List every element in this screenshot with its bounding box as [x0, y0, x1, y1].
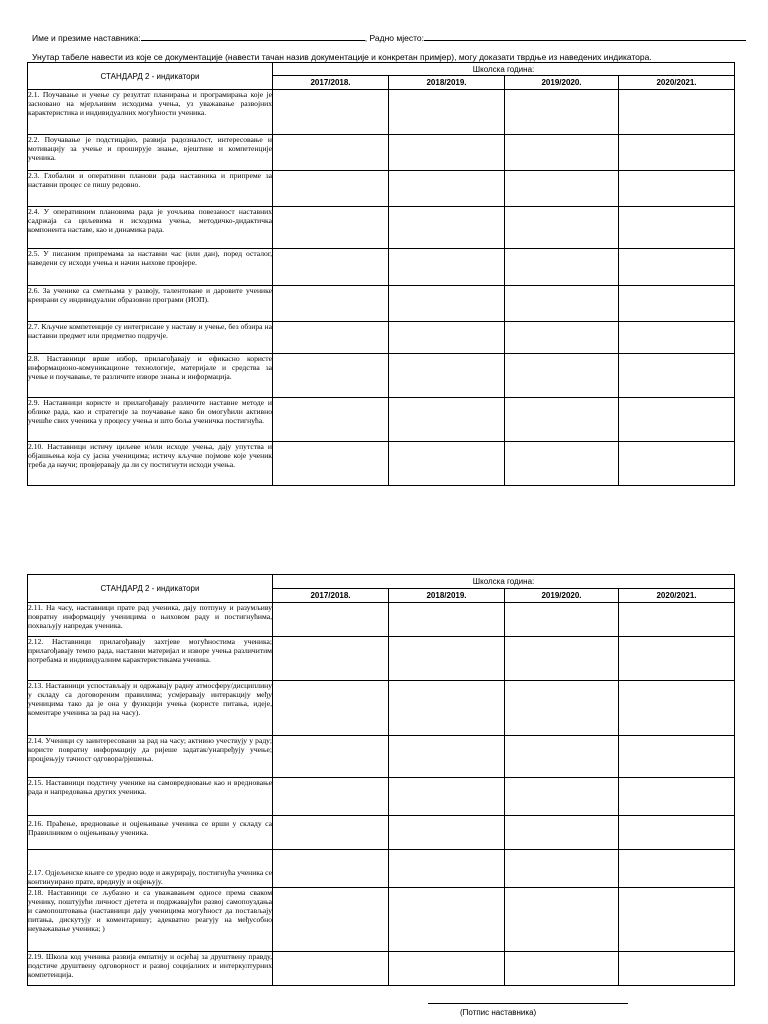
- evidence-cell[interactable]: [273, 952, 389, 986]
- evidence-cell[interactable]: [505, 816, 619, 850]
- evidence-cell[interactable]: [389, 135, 505, 171]
- table-row: [28, 952, 735, 986]
- evidence-cell[interactable]: [273, 736, 389, 778]
- evidence-cell[interactable]: [505, 850, 619, 888]
- evidence-cell[interactable]: [619, 850, 735, 888]
- evidence-cell[interactable]: [505, 736, 619, 778]
- evidence-cell[interactable]: [389, 681, 505, 736]
- name-field[interactable]: [141, 32, 368, 43]
- indicator-text: 2.17. Одјељенске књиге се уредно воде и ажурирају, постигнућа ученика се континуирано прате, вреднују и оцјењују.: [28, 850, 273, 888]
- table-row: [28, 603, 735, 637]
- evidence-cell[interactable]: [619, 249, 735, 286]
- instruction-text: Унутар табеле навести из које се документације (навести тачан назив документације и конкретан примјер), могу доказати тврдње из наведених индикатора.: [32, 52, 652, 62]
- table-row: [28, 736, 735, 778]
- evidence-cell[interactable]: [505, 442, 619, 486]
- evidence-cell[interactable]: [619, 354, 735, 398]
- evidence-cell[interactable]: [389, 322, 505, 354]
- evidence-cell[interactable]: [273, 637, 389, 681]
- indicator-text: 2.19. Школа код ученика развија емпатију и осјећај за друштвену правду, подстиче друштвену одговорност и развој социјалних и интеркултурних компетенција.: [28, 952, 273, 986]
- evidence-cell[interactable]: [389, 778, 505, 816]
- table-row: [28, 207, 735, 249]
- evidence-cell[interactable]: [619, 207, 735, 249]
- evidence-cell[interactable]: [505, 90, 619, 135]
- indicator-text: 2.16. Праћење, вредновање и оцјењивање ученика се врши у складу са Правилником о оцјењивању ученика.: [28, 816, 273, 850]
- evidence-cell[interactable]: [273, 207, 389, 249]
- table-row: [28, 442, 735, 486]
- evidence-cell[interactable]: [505, 249, 619, 286]
- evidence-cell[interactable]: [273, 135, 389, 171]
- evidence-cell[interactable]: [619, 603, 735, 637]
- evidence-cell[interactable]: [505, 322, 619, 354]
- signature-line[interactable]: [428, 1003, 628, 1004]
- evidence-cell[interactable]: [389, 736, 505, 778]
- evidence-cell[interactable]: [273, 816, 389, 850]
- indicator-text: 2.12. Наставници прилагођавају захтјеве могућностима ученика; прилагођавају темпо рада, наставни материјал и изворе учења различитим потребама и индивидуалним карактеристикама ученика.: [28, 637, 273, 681]
- evidence-cell[interactable]: [619, 816, 735, 850]
- evidence-cell[interactable]: [505, 778, 619, 816]
- evidence-cell[interactable]: [619, 442, 735, 486]
- evidence-cell[interactable]: [619, 90, 735, 135]
- indicator-text: 2.14. Ученици су заинтересовани за рад на часу; активно учествују у раду; користе повратну информацију да ријеше задатак/унапређују учење; процјењују тачност одговора/рјешења.: [28, 736, 273, 778]
- table-row: [28, 171, 735, 207]
- evidence-cell[interactable]: [505, 952, 619, 986]
- indicator-text: 2.5. У писаним припремама за наставни час (или дан), поред осталог, наведени су исходи учења и начин њихове провјере.: [28, 249, 273, 286]
- workplace-label: Радно мјесто:: [369, 33, 424, 43]
- indicator-text: 2.3. Глобални и оперативни планови рада наставника и припреме за наставни процес се пишу редовно.: [28, 171, 273, 207]
- evidence-cell[interactable]: [273, 398, 389, 442]
- evidence-cell[interactable]: [619, 736, 735, 778]
- evidence-cell[interactable]: [389, 249, 505, 286]
- indicator-text: 2.6. За ученике са сметњама у развоју, талентоване и даровите ученике креирани су индивидуални образовни програми (ИОП).: [28, 286, 273, 322]
- evidence-cell[interactable]: [273, 442, 389, 486]
- evidence-cell[interactable]: [505, 286, 619, 322]
- evidence-cell[interactable]: [389, 442, 505, 486]
- evidence-cell[interactable]: [273, 850, 389, 888]
- indicator-text: 2.1. Поучавање и учење су резултат планирања и програмирања које је засновано на мјерљивим исходима учења, уз уважавање развојних карактеристика и индивидуалних могућности ученика.: [28, 90, 273, 135]
- evidence-cell[interactable]: [273, 888, 389, 952]
- evidence-cell[interactable]: [619, 398, 735, 442]
- table-row: [28, 249, 735, 286]
- indicator-text: 2.13. Наставници успостављају и одржавају радну атмосферу/дисциплину у складу са договореним правилима; усмјеравају интеракцију међу ученицима тако да је она у функцији учења (користе питања, идеје, коментаре ученика за рад на часу).: [28, 681, 273, 736]
- evidence-cell[interactable]: [273, 249, 389, 286]
- evidence-cell[interactable]: [273, 286, 389, 322]
- evidence-cell[interactable]: [505, 207, 619, 249]
- indicator-text: 2.8. Наставници врше избор, прилагођавају и ефикасно користе информационо-комуникационе технологије, материјале и средства за учење и поучавање, те различите изворе знања и информација.: [28, 354, 273, 398]
- indicator-text: 2.9. Наставници користе и прилагођавају различите наставне методе и облике рада, као и стратегије за поучавање како би омогућили активно учешће свих ученика у процесу учења и што боља ученичка постигнућа.: [28, 398, 273, 442]
- year-heading: 2019/2020.: [505, 589, 619, 603]
- evidence-cell[interactable]: [389, 850, 505, 888]
- table-row: [28, 322, 735, 354]
- table-row: [28, 816, 735, 850]
- evidence-cell[interactable]: [619, 681, 735, 736]
- evidence-cell[interactable]: [619, 888, 735, 952]
- table-row: [28, 398, 735, 442]
- evidence-cell[interactable]: [389, 398, 505, 442]
- standard-table-1: [27, 62, 735, 486]
- name-label: Име и презиме наставника:: [32, 33, 141, 43]
- year-heading: 2017/2018.: [273, 76, 389, 90]
- table-row: [28, 354, 735, 398]
- evidence-cell[interactable]: [505, 398, 619, 442]
- table-row: [28, 286, 735, 322]
- school-year-heading: Школска година:: [273, 575, 735, 589]
- evidence-cell[interactable]: [389, 90, 505, 135]
- evidence-cell[interactable]: [619, 286, 735, 322]
- evidence-cell[interactable]: [505, 171, 619, 207]
- evidence-cell[interactable]: [389, 354, 505, 398]
- table-row: [28, 681, 735, 736]
- table-row: [28, 888, 735, 952]
- evidence-cell[interactable]: [619, 322, 735, 354]
- evidence-cell[interactable]: [505, 354, 619, 398]
- indicator-text: 2.15. Наставници подстичу ученике на самовредновање као и вредновање рада и напредовања других ученика.: [28, 778, 273, 816]
- evidence-cell[interactable]: [619, 952, 735, 986]
- evidence-cell[interactable]: [273, 603, 389, 637]
- evidence-cell[interactable]: [273, 322, 389, 354]
- evidence-cell[interactable]: [619, 637, 735, 681]
- evidence-cell[interactable]: [389, 888, 505, 952]
- table-row: [28, 90, 735, 135]
- school-year-heading: Школска година:: [273, 63, 735, 76]
- evidence-cell[interactable]: [505, 603, 619, 637]
- indicator-text: 2.2. Поучавање је подстицајно, развија радозналост, интересовање и мотивацију за учење и проширује знање, вјештине и компетенције ученика.: [28, 135, 273, 171]
- evidence-cell[interactable]: [505, 888, 619, 952]
- evidence-cell[interactable]: [505, 135, 619, 171]
- year-heading: 2020/2021.: [619, 76, 735, 90]
- evidence-cell[interactable]: [273, 681, 389, 736]
- indicator-text: 2.18. Наставници се љубазно и са уважавањем односе према сваком ученику, поштујући личност дјетета и подржавајући развој самопоуздања и самопоштовања (наставници дају ученицима могућност да постављају питања, дискутују и коментаришу; адекватно реагују на међусобно неуважавање ученика; ): [28, 888, 273, 952]
- evidence-cell[interactable]: [389, 637, 505, 681]
- name-workplace-line: [32, 32, 746, 43]
- table-row: [28, 637, 735, 681]
- table-row: [28, 850, 735, 888]
- evidence-cell[interactable]: [505, 681, 619, 736]
- evidence-cell[interactable]: [273, 778, 389, 816]
- year-heading: 2017/2018.: [273, 589, 389, 603]
- indicator-text: 2.4. У оперативним плановима рада је уочљива повезаност наставних садржаја са циљевима и исходима учења, методичко-дидактичка компонента наставе, као и динамика рада.: [28, 207, 273, 249]
- evidence-cell[interactable]: [273, 171, 389, 207]
- year-heading: 2018/2019.: [389, 76, 505, 90]
- evidence-cell[interactable]: [389, 286, 505, 322]
- standard-table-2: [27, 574, 735, 986]
- indicator-text: 2.10. Наставници истичу циљеве и/или исходе учења, дају упутства и објашњења која су јасна ученицима; истичу кључне појмове које ученик треба да научи; провјеравају да ли су постигнути исходи учења.: [28, 442, 273, 486]
- workplace-field[interactable]: [424, 32, 746, 41]
- evidence-cell[interactable]: [619, 778, 735, 816]
- standard-heading: СТАНДАРД 2 - индикатори: [28, 63, 273, 90]
- table-row: [28, 135, 735, 171]
- separator: ,: [364, 33, 368, 43]
- indicator-text: 2.11. На часу, наставници прате рад ученика, дају потпуну и разумљиву повратну информацију ученицима о њиховом раду и постигнућима, похваљују напредак ученика.: [28, 603, 273, 637]
- indicator-text: 2.7. Кључне компетенције су интегрисане у наставу и учење, без обзира на наставни предмет или предметно подручје.: [28, 322, 273, 354]
- evidence-cell[interactable]: [273, 90, 389, 135]
- standard-heading: СТАНДАРД 2 - индикатори: [28, 575, 273, 603]
- table-row: [28, 778, 735, 816]
- evidence-cell[interactable]: [389, 816, 505, 850]
- evidence-cell[interactable]: [389, 207, 505, 249]
- evidence-cell[interactable]: [505, 637, 619, 681]
- year-heading: 2019/2020.: [505, 76, 619, 90]
- evidence-cell[interactable]: [389, 171, 505, 207]
- evidence-cell[interactable]: [273, 354, 389, 398]
- year-heading: 2018/2019.: [389, 589, 505, 603]
- evidence-cell[interactable]: [389, 603, 505, 637]
- year-heading: 2020/2021.: [619, 589, 735, 603]
- evidence-cell[interactable]: [619, 171, 735, 207]
- signature-label: (Потпис наставника): [460, 1008, 537, 1017]
- evidence-cell[interactable]: [389, 952, 505, 986]
- evidence-cell[interactable]: [619, 135, 735, 171]
